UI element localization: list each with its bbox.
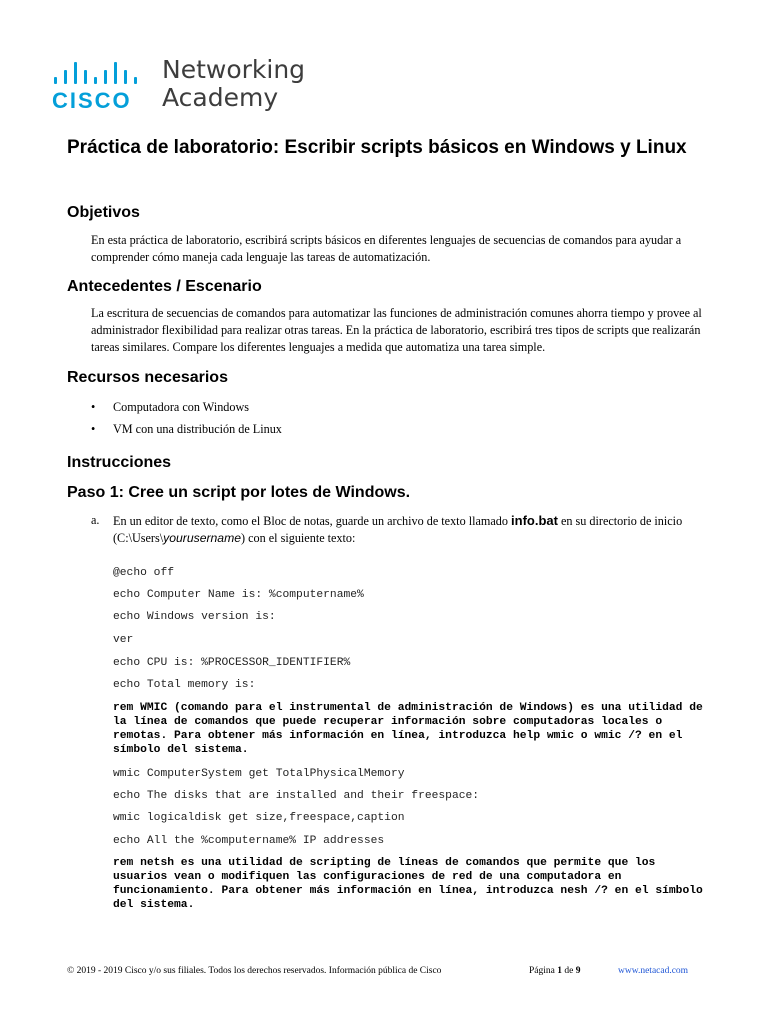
list-item [91, 421, 282, 438]
footer-url [618, 965, 688, 977]
heading-recursos: Recursos necesarios [67, 369, 228, 386]
heading-instrucciones: Instrucciones [67, 454, 172, 471]
code-line: echo Total memory is: [113, 679, 256, 691]
page-of: de [564, 966, 574, 976]
code-line: wmic ComputerSystem get TotalPhysicalMemory [113, 768, 405, 780]
page-prefix: Página [529, 966, 555, 976]
user-variable: yourusername [163, 531, 242, 545]
code-line: echo Windows version is: [113, 611, 276, 623]
bullet-icon: • [91, 400, 96, 414]
list-item [91, 399, 249, 416]
antecedentes-text: La escritura de secuencias de comandos para automatizar las funciones de administración comunes ahorra tiempo y provee al administrador flexibilidad para realizar otras tareas. En la práctica de laboratorio, escribirá tres tipos de scripts que realizarán tareas similares. Compare los diferentes lenguajes a medida que automatiza una tarea simple. [91, 306, 702, 354]
cisco-networking-academy-logo [52, 55, 312, 118]
file-name: info.bat [511, 513, 558, 528]
footer-page-number [529, 965, 580, 977]
step-text-part: ) con el siguiente texto: [241, 531, 356, 545]
networking-academy-text [162, 56, 305, 112]
code-comment: rem netsh es una utilidad de scripting de líneas de comandos que permite que los usuarios vean o modifiquen las configuraciones de red de una computadora en funcionamiento. Para obtener más información en línea, introduzca nesh /? en el símbolo del sistema. [113, 857, 703, 911]
netacad-link[interactable]: www.netacad.com [618, 966, 689, 976]
heading-antecedentes: Antecedentes / Escenario [67, 278, 262, 295]
step-text-part: En un editor de texto, como el Bloc de notas, guarde un archivo de texto llamado [113, 514, 512, 528]
heading-paso-1: Paso 1: Cree un script por lotes de Windows. [67, 484, 411, 501]
list-item-text: VM con una distribución de Linux [113, 422, 282, 436]
logo-line-1: Networking [162, 55, 306, 84]
footer-copyright: © 2019 - 2019 Cisco y/o sus filiales. Todos los derechos reservados. Información pública de Cisco [67, 966, 442, 976]
code-line: ver [113, 634, 134, 646]
page-title: Práctica de laboratorio: Escribir scripts básicos en Windows y Linux [67, 137, 687, 158]
code-comment: rem WMIC (comando para el instrumental de administración de Windows) es una utilidad de la línea de comandos que puede recuperar información sobre computadoras locales o remotas. Para obtener más información en línea, introduzca help wmic o wmic /? en el símbolo del sistema. [113, 702, 703, 756]
code-line: @echo off [113, 567, 175, 579]
code-line: echo The disks that are installed and their freespace: [113, 790, 480, 802]
code-line: echo Computer Name is: %computername% [113, 589, 364, 601]
step-label: a. [91, 513, 100, 527]
step-text-part: en su directorio de inicio (C:\Users\ [113, 514, 683, 545]
cisco-wordmark: CISCO [52, 88, 132, 113]
step-text [113, 512, 713, 547]
code-line: echo All the %computername% IP addresses [113, 835, 385, 847]
cisco-bars-icon [52, 60, 152, 84]
list-item-text: Computadora con Windows [113, 400, 250, 414]
page-total: 9 [575, 966, 581, 976]
heading-objetivos: Objetivos [67, 204, 140, 221]
code-line: wmic logicaldisk get size,freespace,caption [113, 812, 405, 824]
logo-line-2: Academy [162, 83, 279, 112]
page-num: 1 [557, 966, 562, 976]
code-line: echo CPU is: %PROCESSOR_IDENTIFIER% [113, 657, 351, 669]
objetivos-text: En esta práctica de laboratorio, escribirá scripts básicos en diferentes lenguajes de secuencias de comandos para ayudar a comprender cómo maneja cada lenguaje las tareas de automatización. [91, 233, 682, 264]
bullet-icon: • [91, 422, 96, 436]
